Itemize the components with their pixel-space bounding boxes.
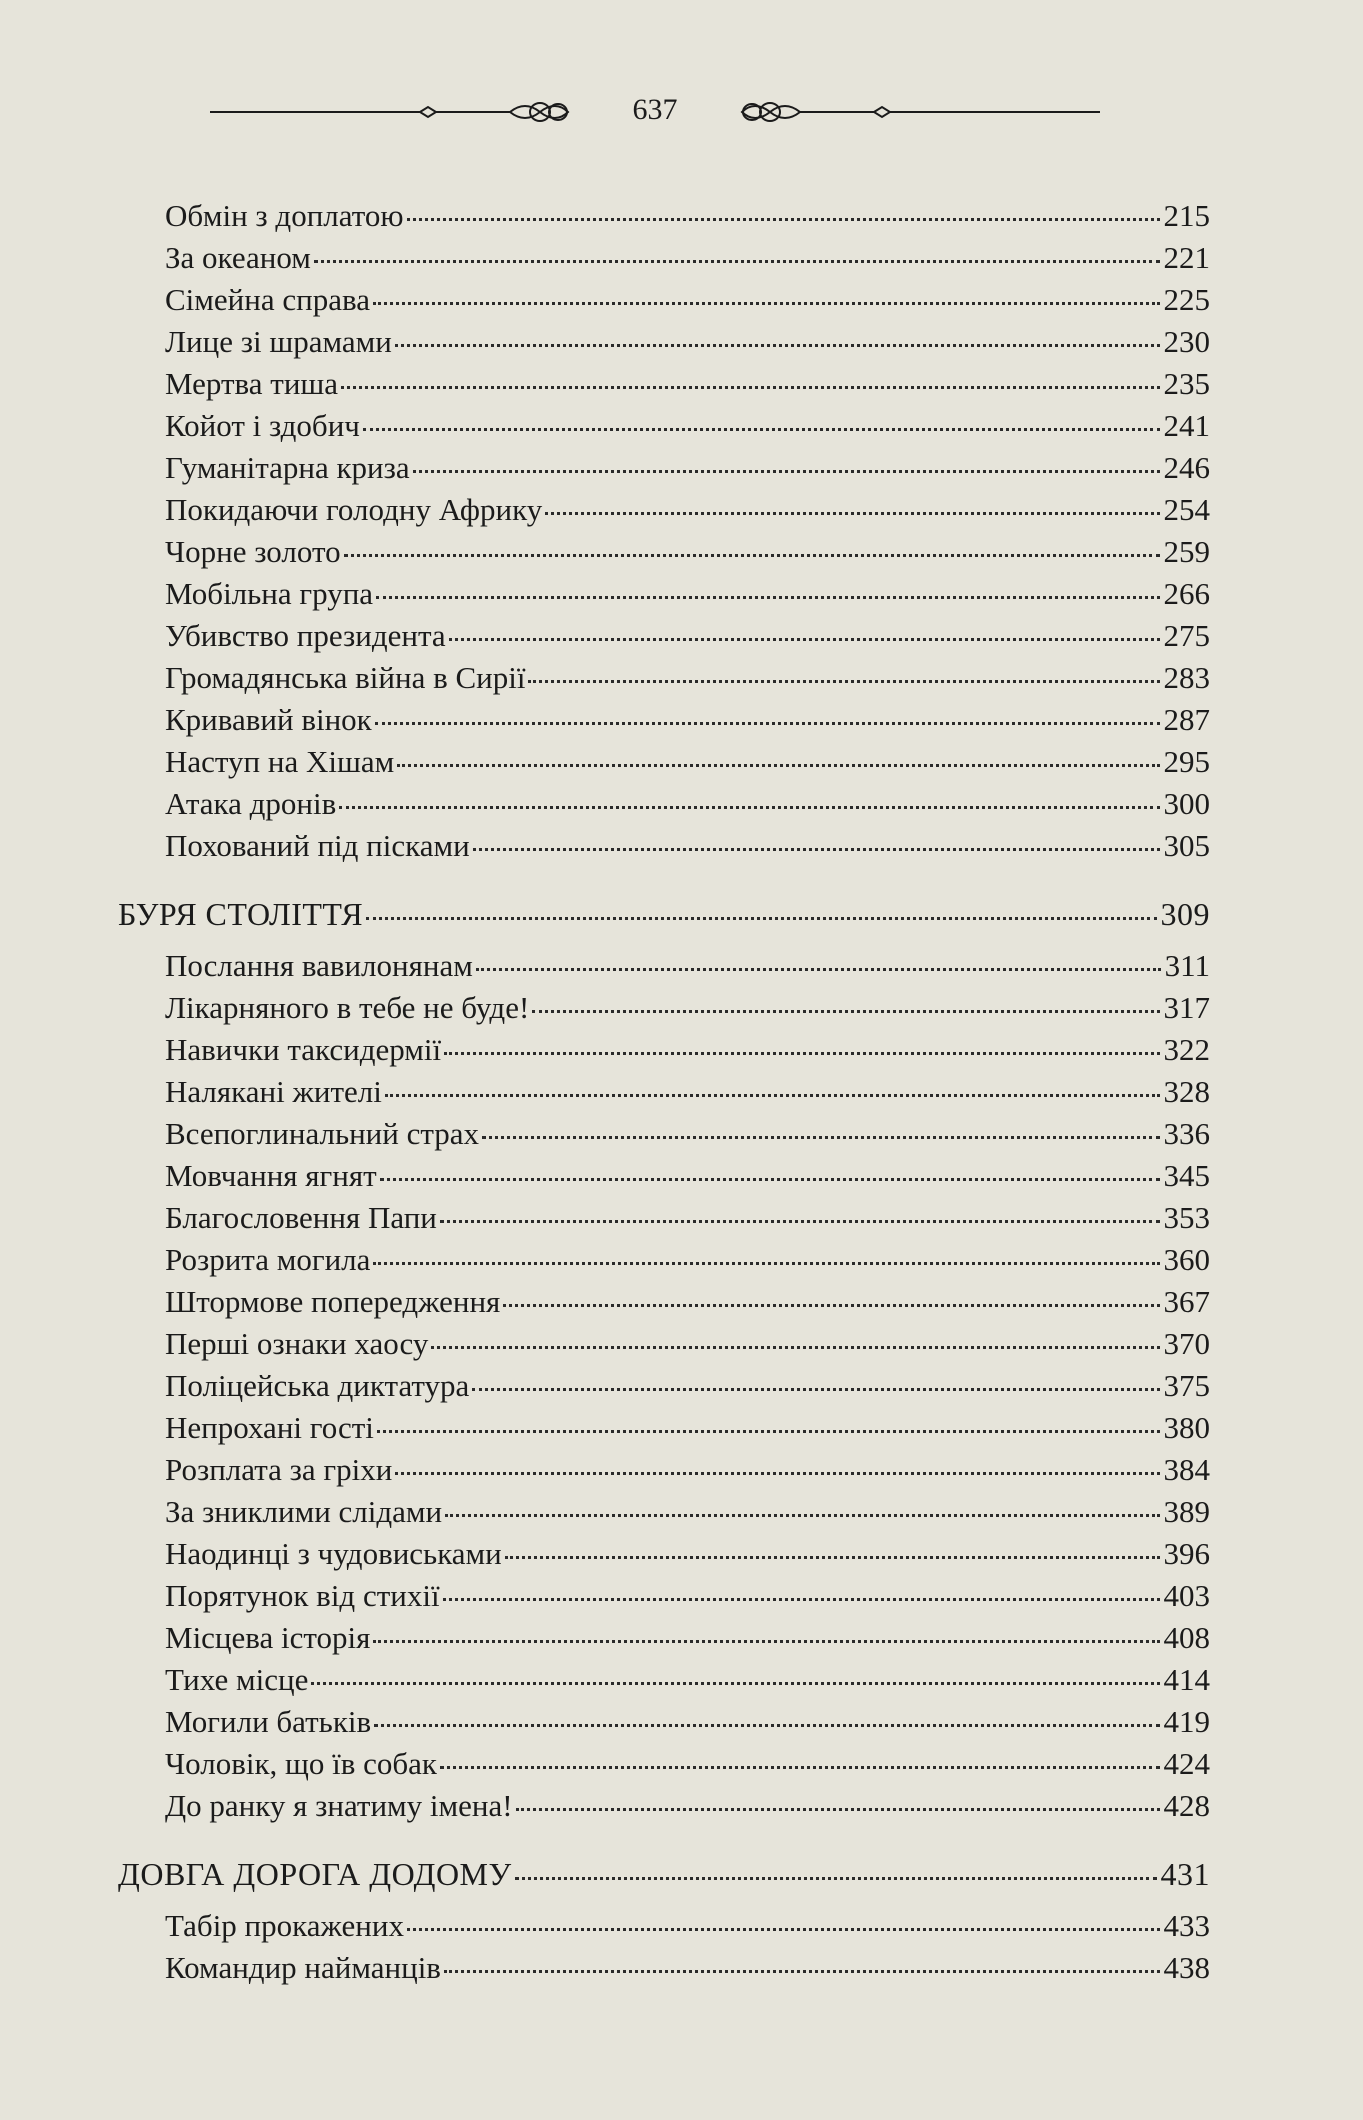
toc-entry-page: 428 [1163,1788,1210,1823]
dot-leader [431,1346,1159,1349]
toc-entry-page: 336 [1163,1116,1210,1151]
dot-leader [311,1682,1159,1685]
toc-entry-title: Похований під пісками [165,828,470,863]
dot-leader [314,260,1160,263]
toc-entry-title: Лице зі шрамами [165,324,392,359]
dot-leader [505,1556,1160,1559]
dot-leader [374,1724,1159,1727]
toc-entry[interactable] [118,321,1210,363]
toc-entry[interactable] [118,363,1210,405]
toc-entry[interactable] [118,1407,1210,1449]
toc-entry[interactable] [118,1281,1210,1323]
toc-entry-page: 419 [1163,1704,1210,1739]
dot-leader [366,917,1156,920]
dot-leader [376,596,1159,599]
table-of-contents [118,195,1210,1989]
toc-entry-page: 254 [1163,492,1210,527]
toc-entry-page: 305 [1163,828,1210,863]
toc-entry-title: Мертва тиша [165,366,339,401]
toc-entry[interactable] [118,1575,1210,1617]
toc-entry-page: 433 [1163,1908,1210,1943]
dot-leader [407,218,1160,221]
toc-entry-title: Місцева історія [165,1620,371,1655]
toc-entry[interactable] [118,825,1210,867]
toc-entry[interactable] [118,1905,1210,1947]
spacer [118,1827,1210,1853]
toc-entry-page: 287 [1163,702,1210,737]
dot-leader [532,1010,1159,1013]
toc-entry-title: Могили батьків [165,1704,372,1739]
toc-entry-title: Штормове попередження [165,1284,501,1319]
toc-entry-page: 311 [1164,948,1210,983]
toc-part-heading[interactable] [118,1853,1210,1895]
dot-leader [515,1877,1157,1880]
toc-part-title: ДОВГА ДОРОГА ДОДОМУ [118,1856,512,1892]
toc-entry-page: 275 [1163,618,1210,653]
dot-leader [503,1304,1159,1307]
dot-leader [473,848,1160,851]
toc-entry-title: Непрохані гості [165,1410,374,1445]
toc-entry-title: Кривавий вінок [165,702,372,737]
toc-entry[interactable] [118,987,1210,1029]
toc-entry-page: 367 [1163,1284,1210,1319]
dot-leader [445,1514,1159,1517]
dot-leader [413,470,1160,473]
toc-entry-title: Чоловік, що їв собак [165,1746,437,1781]
toc-entry[interactable] [118,279,1210,321]
toc-entry-title: Сімейна справа [165,282,370,317]
toc-entry-title: Командир найманців [165,1950,441,1985]
toc-entry[interactable] [118,615,1210,657]
toc-entry-page: 266 [1163,576,1210,611]
dot-leader [363,428,1160,431]
toc-entry[interactable] [118,1197,1210,1239]
dot-leader [407,1928,1160,1931]
page-number: 637 [632,93,678,126]
toc-entry-title: Покидаючи голодну Африку [165,492,543,527]
toc-entry[interactable] [118,237,1210,279]
toc-entry-page: 300 [1163,786,1210,821]
spacer [118,867,1210,893]
toc-entry-page: 241 [1163,408,1210,443]
toc-entry-title: Мобільна група [165,576,374,611]
toc-part-page: 431 [1160,1856,1210,1892]
toc-entry-page: 295 [1163,744,1210,779]
toc-entry[interactable] [118,1491,1210,1533]
toc-entry-title: Атака дронів [165,786,337,821]
toc-entry[interactable] [118,1155,1210,1197]
toc-entry[interactable] [118,1071,1210,1113]
toc-entry-page: 396 [1163,1536,1210,1571]
toc-entry[interactable] [118,1323,1210,1365]
toc-entry-page: 389 [1163,1494,1210,1529]
toc-entry[interactable] [118,1947,1210,1989]
toc-entry-page: 322 [1163,1032,1210,1067]
dot-leader [476,968,1161,971]
dot-leader [373,1262,1159,1265]
toc-entry[interactable] [118,1659,1210,1701]
toc-entry-title: Мовчання ягнят [165,1158,377,1193]
toc-entry-title: Табір прокажених [165,1908,404,1943]
toc-entry-title: Гуманітарна криза [165,450,410,485]
spacer [118,1895,1210,1905]
toc-entry-page: 328 [1163,1074,1210,1109]
dot-leader [397,764,1159,767]
toc-entry[interactable] [118,489,1210,531]
dot-leader [545,512,1159,515]
dot-leader [444,1052,1159,1055]
toc-entry-page: 246 [1163,450,1210,485]
toc-entry[interactable] [118,1533,1210,1575]
toc-entry-title: Тихе місце [165,1662,309,1697]
toc-entry[interactable] [118,741,1210,783]
dot-leader [472,1388,1159,1391]
toc-entry-page: 221 [1163,240,1210,275]
toc-entry-title: Лікарняного в тебе не буде! [165,990,530,1025]
toc-entry-title: До ранку я знатиму імена! [165,1788,513,1823]
toc-entry-title: Убивство президента [165,618,446,653]
toc-entry-title: Наодинці з чудовиськами [165,1536,502,1571]
dot-leader [373,302,1160,305]
toc-entry[interactable] [118,1743,1210,1785]
toc-entry-title: Перші ознаки хаосу [165,1326,429,1361]
toc-part-heading[interactable] [118,893,1210,935]
toc-entry-title: Чорне золото [165,534,341,569]
toc-entry[interactable] [118,1617,1210,1659]
toc-entry-page: 283 [1163,660,1210,695]
toc-entry-page: 370 [1163,1326,1210,1361]
toc-entry-page: 235 [1163,366,1210,401]
toc-entry-page: 259 [1163,534,1210,569]
toc-entry-page: 424 [1163,1746,1210,1781]
toc-entry-title: За океаном [165,240,311,275]
toc-entry[interactable] [118,573,1210,615]
toc-entry[interactable] [118,657,1210,699]
toc-entry-page: 403 [1163,1578,1210,1613]
dot-leader [395,344,1160,347]
dot-leader [395,1472,1159,1475]
toc-entry[interactable] [118,1113,1210,1155]
dot-leader [449,638,1160,641]
dot-leader [443,1598,1160,1601]
toc-entry-title: Наступ на Хішам [165,744,395,779]
toc-entry-title: Всепоглинальний страх [165,1116,480,1151]
toc-entry-page: 438 [1163,1950,1210,1985]
dot-leader [440,1220,1160,1223]
toc-entry[interactable] [118,945,1210,987]
toc-entry-page: 414 [1163,1662,1210,1697]
toc-entry-page: 408 [1163,1620,1210,1655]
dot-leader [377,1430,1160,1433]
toc-entry-title: Поліцейська диктатура [165,1368,470,1403]
dot-leader [444,1970,1160,1973]
toc-entry-title: Послання вавилонянам [165,948,473,983]
toc-entry-title: Порятунок від стихії [165,1578,440,1613]
toc-entry[interactable] [118,405,1210,447]
dot-leader [482,1136,1159,1139]
toc-entry-title: Розплата за гріхи [165,1452,393,1487]
dot-leader [339,806,1159,809]
toc-entry-page: 345 [1163,1158,1210,1193]
page-header [210,88,1100,138]
toc-entry-title: Благословення Папи [165,1200,437,1235]
toc-entry[interactable] [118,1785,1210,1827]
toc-entry[interactable] [118,1239,1210,1281]
toc-entry-title: Обмін з доплатою [165,198,404,233]
toc-part-title: БУРЯ СТОЛІТТЯ [118,896,364,932]
dot-leader [516,1808,1160,1811]
toc-entry-page: 230 [1163,324,1210,359]
toc-entry[interactable] [118,699,1210,741]
dot-leader [373,1640,1159,1643]
dot-leader [528,680,1159,683]
dot-leader [341,386,1159,389]
toc-entry[interactable] [118,195,1210,237]
toc-entry[interactable] [118,531,1210,573]
toc-entry-title: Койот і здобич [165,408,360,443]
toc-entry[interactable] [118,1029,1210,1071]
dot-leader [440,1766,1160,1769]
toc-entry-page: 360 [1163,1242,1210,1277]
toc-entry-page: 375 [1163,1368,1210,1403]
toc-entry[interactable] [118,783,1210,825]
toc-entry-page: 317 [1163,990,1210,1025]
toc-entry[interactable] [118,447,1210,489]
toc-entry-title: Налякані жителі [165,1074,382,1109]
toc-part-page: 309 [1160,896,1210,932]
dot-leader [380,1178,1160,1181]
toc-entry-title: Розрита могила [165,1242,371,1277]
spacer [118,935,1210,945]
toc-entry[interactable] [118,1449,1210,1491]
dot-leader [344,554,1160,557]
dot-leader [385,1094,1160,1097]
toc-entry[interactable] [118,1365,1210,1407]
toc-entry-title: За зниклими слідами [165,1494,443,1529]
toc-entry-page: 380 [1163,1410,1210,1445]
toc-entry-page: 225 [1163,282,1210,317]
toc-entry[interactable] [118,1701,1210,1743]
toc-entry-title: Навички таксидермії [165,1032,442,1067]
toc-entry-page: 384 [1163,1452,1210,1487]
toc-entry-page: 353 [1163,1200,1210,1235]
toc-entry-title: Громадянська війна в Сирії [165,660,526,695]
dot-leader [375,722,1160,725]
toc-entry-page: 215 [1163,198,1210,233]
